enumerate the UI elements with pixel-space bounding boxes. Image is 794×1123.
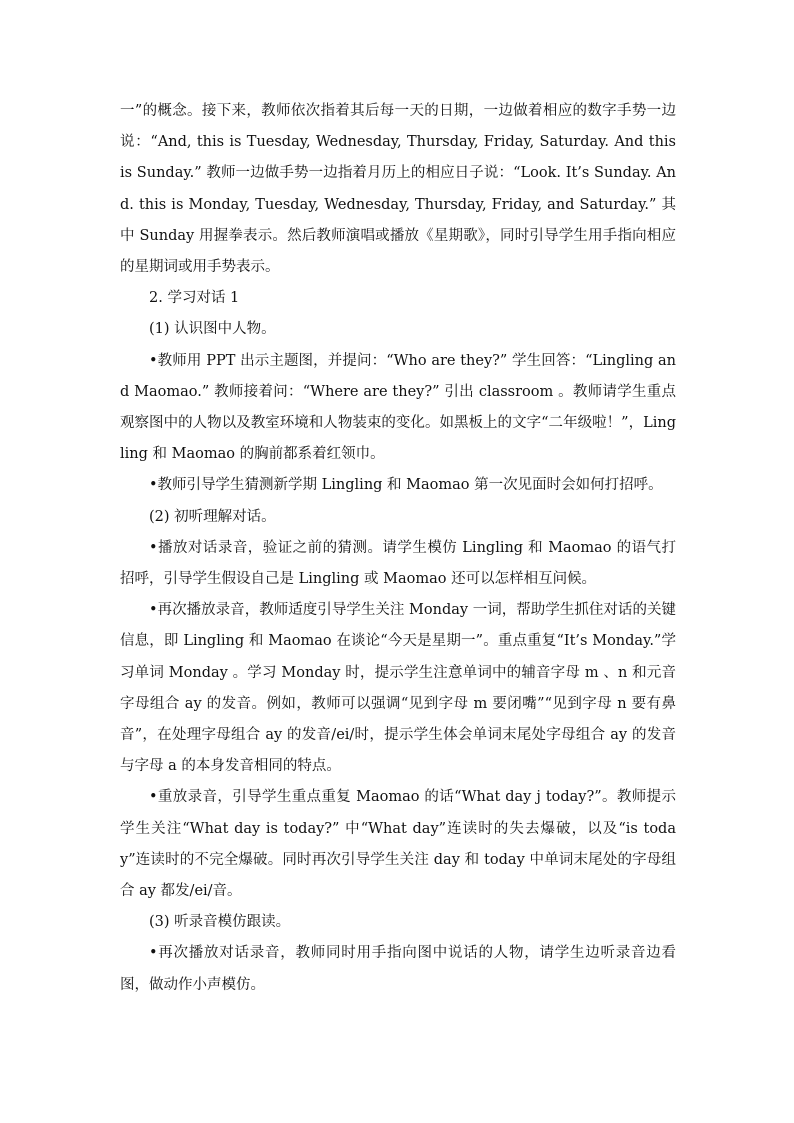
step-heading-first-listening: (2) 初听理解对话。 [149,508,276,525]
paragraph-guess-greeting: •教师引导学生猜测新学期 Lingling 和 Maomao 第一次见面时会如何打招呼。 [149,477,663,494]
step-heading-recognize-characters: (1) 认识图中人物。 [149,321,276,338]
step-heading-imitate-reading: (3) 听录音模仿跟读。 [149,914,291,931]
paragraph-listen-and-imitate: •再次播放对话录音，教师同时用手指向图中说话的人物，请学生边听录音边看图，做动作小声模仿。 [120,945,676,993]
paragraph-ppt-theme-picture: •教师用 PPT 出示主题图，并提问：“Who are they?” 学生回答：“Lingling and Maomao.” 教师接着问：“Where are they?” 引出 classroom 。教师请学生重点观察图中的人物以及教室环境和人物装束的变化。如黑板上的文字“二年级啦！”，Lingling 和 Maomao 的胸前都系着红领巾。 [120,352,676,463]
paragraph-weekday-intro: 一”的概念。接下来，教师依次指着其后每一天的日期，一边做着相应的数字手势一边说：“And, this is Tuesday, Wednesday, Thursday, Friday, Saturday. And this is Sunday.” 教师一边做手势一边指着月历上的相应日子说：“Look. It’s Sunday. And. this is Monday, Tuesday, Wednesday, Thursday, Friday, and Saturday.” 其中 Sunday 用握拳表示。然后教师演唱或播放《星期歌》，同时引导学生用手指向相应的星期词或用手势表示。 [120,103,676,276]
paragraph-replay-recording: •重放录音，引导学生重点重复 Maomao 的话“What day j today?”。教师提示学生关注“What day is today?” 中“What day”连读时的失去爆破，以及“is today”连读时的不完全爆破。同时再次引导学生关注 day 和 today 中单词末尾处的字母组合 ay 都发/ei/音。 [120,789,676,900]
section-heading-dialogue-1: 2. 学习对话 1 [149,290,240,307]
paragraph-play-recording: •播放对话录音，验证之前的猜测。请学生模仿 Lingling 和 Maomao 的语气打招呼，引导学生假设自己是 Lingling 或 Maomao 还可以怎样相互问候。 [120,539,676,588]
paragraph-monday-word: •再次播放录音，教师适度引导学生关注 Monday 一词，帮助学生抓住对话的关键信息，即 Lingling 和 Maomao 在谈论“今天是星期一”。重点重复“It’s Monday.”学习单词 Monday 。学习 Monday 时，提示学生注意单词中的辅音字母 m 、n 和元音字母组合 ay 的发音。例如，教师可以强调“见到字母 m 要闭嘴”“见到字母 n 要有鼻音”，在处理字母组合 ay 的发音/ei/时，提示学生体会单词末尾处字母组合 ay 的发音与字母 a 的本身发音相同的特点。 [120,602,676,775]
document-body [120,96,676,1001]
